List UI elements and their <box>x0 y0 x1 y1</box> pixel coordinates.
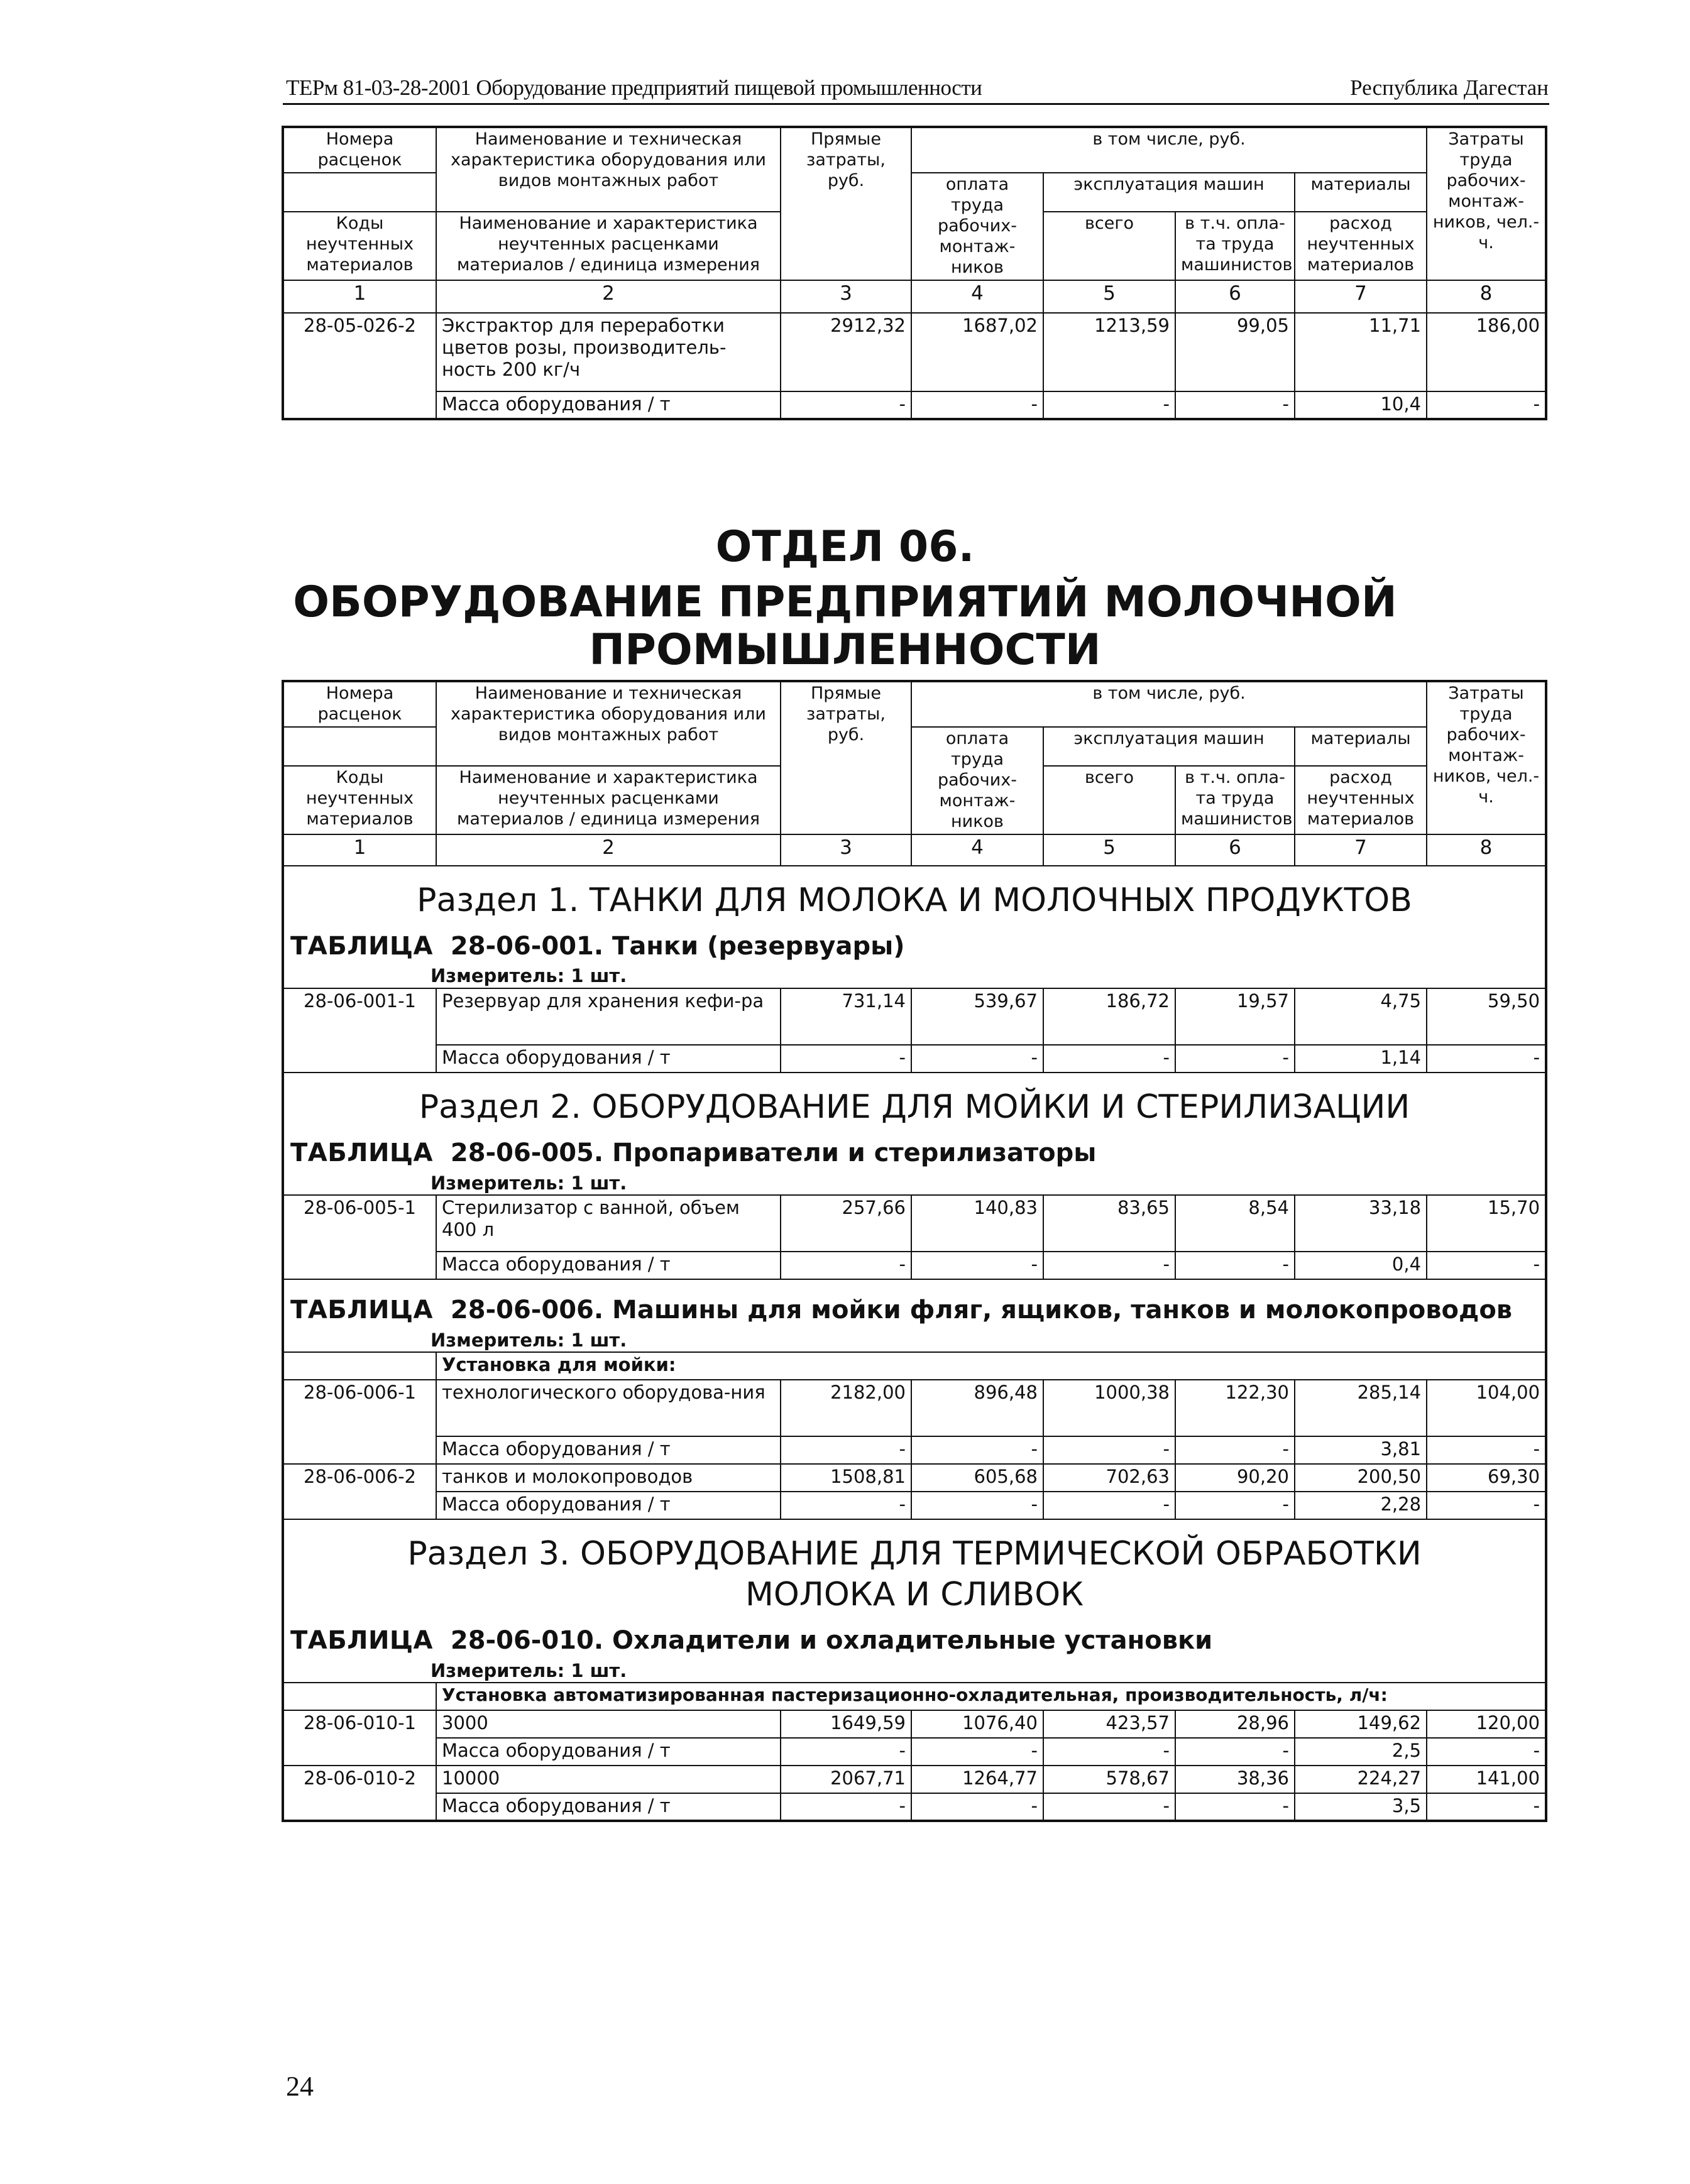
rate-name: Стерилизатор с ванной, объем 400 л <box>436 1195 781 1252</box>
hdr-col1-top-cont <box>283 173 436 212</box>
mass-row <box>283 1252 1546 1279</box>
section-1-block <box>283 866 1546 988</box>
main-rates-table <box>282 680 1547 1822</box>
section-3-title-line1: Раздел 3. ОБОРУДОВАНИЕ ДЛЯ ТЕРМИЧЕСКОЙ ОБРАБОТКИ <box>407 1535 1422 1573</box>
col-num-2: 2 <box>436 280 781 313</box>
mass-value: - <box>781 1252 911 1279</box>
mass-value: - <box>1043 1793 1175 1821</box>
mass-value: - <box>1175 1436 1295 1464</box>
value-labor: 896,48 <box>911 1380 1043 1436</box>
mass-value: - <box>911 1492 1043 1519</box>
mass-value: - <box>781 1492 911 1519</box>
mass-value: - <box>781 1738 911 1766</box>
hdr-col2-bottom: Наименование и характеристика неучтенных расценками материалов / единица измерения <box>436 212 781 280</box>
col-num-3: 3 <box>781 834 911 866</box>
value-direct: 2182,00 <box>781 1380 911 1436</box>
value-hours: 69,30 <box>1427 1464 1546 1492</box>
mass-value: - <box>911 1436 1043 1464</box>
hdr-col3: Прямые затраты, руб. <box>781 681 911 834</box>
value-direct: 1649,59 <box>781 1710 911 1738</box>
mass-value: 10,4 <box>1295 391 1427 419</box>
table-001-title: ТАБЛИЦА 28-06-001. Танки (резервуары) <box>290 931 905 961</box>
rate-name: Резервуар для хранения кефи-ра <box>436 988 781 1045</box>
table-006-meter: Измеритель: 1 шт. <box>431 1329 627 1351</box>
mass-value: - <box>1427 1436 1546 1464</box>
mass-value: - <box>781 1436 911 1464</box>
value-machines: 578,67 <box>1043 1766 1175 1793</box>
value-labor: 140,83 <box>911 1195 1043 1252</box>
mass-value: - <box>1043 1045 1175 1073</box>
rate-name: танков и молокопроводов <box>436 1464 781 1492</box>
col-num-6: 6 <box>1175 280 1295 313</box>
group-spacer <box>283 1683 436 1710</box>
rate-name: Экстрактор для переработки цветов розы, производитель-ность 200 кг/ч <box>436 313 781 391</box>
mass-value: - <box>1175 391 1295 419</box>
mass-value: - <box>1175 1492 1295 1519</box>
rate-code: 28-06-010-2 <box>283 1766 436 1821</box>
hdr-materials: материалы <box>1295 173 1427 212</box>
mass-value: - <box>1043 1436 1175 1464</box>
mass-value: - <box>1427 1738 1546 1766</box>
mass-value: - <box>1427 1492 1546 1519</box>
value-labor: 1264,77 <box>911 1766 1043 1793</box>
rate-name: 3000 <box>436 1710 781 1738</box>
mass-value: - <box>911 1252 1043 1279</box>
hdr-machines: эксплуатация машин <box>1043 727 1295 766</box>
hdr-col5: всего <box>1043 766 1175 834</box>
value-materials: 11,71 <box>1295 313 1427 391</box>
section-1-title: Раздел 1. ТАНКИ ДЛЯ МОЛОКА И МОЛОЧНЫХ ПРОДУКТОВ <box>417 881 1412 919</box>
hdr-col6: в т.ч. опла-та труда машинистов <box>1175 766 1295 834</box>
value-operators: 122,30 <box>1175 1380 1295 1436</box>
hdr-col7: расход неучтенных материалов <box>1295 766 1427 834</box>
mass-label: Масса оборудования / т <box>436 1045 781 1073</box>
mass-value: 0,4 <box>1295 1252 1427 1279</box>
col-num-5: 5 <box>1043 280 1175 313</box>
mass-label: Масса оборудования / т <box>436 1436 781 1464</box>
hdr-col4: оплата труда рабочих-монтаж-ников <box>911 173 1043 280</box>
table-010-meter: Измеритель: 1 шт. <box>431 1659 627 1681</box>
mass-label: Масса оборудования / т <box>436 391 781 419</box>
page-number: 24 <box>286 2071 314 2102</box>
col-num-8: 8 <box>1427 834 1546 866</box>
col-num-4: 4 <box>911 280 1043 313</box>
mass-row <box>283 1738 1546 1766</box>
value-machines: 1213,59 <box>1043 313 1175 391</box>
value-labor: 1687,02 <box>911 313 1043 391</box>
value-machines: 1000,38 <box>1043 1380 1175 1436</box>
division-number: ОТДЕЛ 06. <box>715 522 975 572</box>
value-hours: 141,00 <box>1427 1766 1546 1793</box>
value-materials: 4,75 <box>1295 988 1427 1045</box>
mass-value: - <box>1175 1252 1295 1279</box>
mass-row <box>283 1492 1546 1519</box>
hdr-col4: оплата труда рабочих-монтаж-ников <box>911 727 1043 834</box>
col-num-8: 8 <box>1427 280 1546 313</box>
hdr-incl: в том числе, руб. <box>911 127 1427 173</box>
top-rates-table <box>282 126 1547 420</box>
value-operators: 19,57 <box>1175 988 1295 1045</box>
col-num-2: 2 <box>436 834 781 866</box>
rate-code: 28-06-005-1 <box>283 1195 436 1279</box>
table-010-title: ТАБЛИЦА 28-06-010. Охладители и охладительные установки <box>290 1626 1213 1656</box>
hdr-col2-bottom: Наименование и характеристика неучтенных расценками материалов / единица измерения <box>436 766 781 834</box>
value-materials: 33,18 <box>1295 1195 1427 1252</box>
value-machines: 702,63 <box>1043 1464 1175 1492</box>
mass-label: Масса оборудования / т <box>436 1492 781 1519</box>
hdr-col1-bottom: Коды неучтенных материалов <box>283 766 436 834</box>
running-header-left: ТЕРм 81-03-28-2001 Оборудование предприятий пищевой промышленности <box>286 75 982 100</box>
col-num-5: 5 <box>1043 834 1175 866</box>
value-labor: 605,68 <box>911 1464 1043 1492</box>
table-005-title: ТАБЛИЦА 28-06-005. Пропариватели и стерилизаторы <box>290 1138 1097 1167</box>
hdr-col1-top-cont <box>283 727 436 766</box>
value-hours: 104,00 <box>1427 1380 1546 1436</box>
table-row <box>283 1766 1546 1793</box>
mass-row <box>283 391 1546 419</box>
value-materials: 149,62 <box>1295 1710 1427 1738</box>
value-operators: 90,20 <box>1175 1464 1295 1492</box>
mass-label: Масса оборудования / т <box>436 1793 781 1821</box>
value-machines: 186,72 <box>1043 988 1175 1045</box>
mass-row <box>283 1793 1546 1821</box>
value-hours: 186,00 <box>1427 313 1546 391</box>
mass-value: - <box>1427 1252 1546 1279</box>
col-num-3: 3 <box>781 280 911 313</box>
value-direct: 1508,81 <box>781 1464 911 1492</box>
mass-value: - <box>1427 1045 1546 1073</box>
hdr-incl: в том числе, руб. <box>911 681 1427 727</box>
hdr-col1-top: Номера расценок <box>283 681 436 727</box>
mass-value: - <box>911 391 1043 419</box>
mass-value: 2,28 <box>1295 1492 1427 1519</box>
value-hours: 59,50 <box>1427 988 1546 1045</box>
group-label: Установка для мойки: <box>436 1352 1546 1380</box>
mass-value: - <box>781 391 911 419</box>
table-row <box>283 1380 1546 1436</box>
mass-value: 1,14 <box>1295 1045 1427 1073</box>
value-operators: 28,96 <box>1175 1710 1295 1738</box>
value-direct: 257,66 <box>781 1195 911 1252</box>
mass-value: - <box>1043 1492 1175 1519</box>
col-num-4: 4 <box>911 834 1043 866</box>
value-direct: 2912,32 <box>781 313 911 391</box>
mass-value: - <box>1043 1738 1175 1766</box>
hdr-col3: Прямые затраты, руб. <box>781 127 911 280</box>
group-label: Установка автоматизированная пастеризационно-охладительная, производительность, л/ч: <box>436 1683 1546 1710</box>
value-operators: 38,36 <box>1175 1766 1295 1793</box>
mass-value: - <box>781 1793 911 1821</box>
hdr-col2-top: Наименование и техническая характеристика оборудования или видов монтажных работ <box>436 127 781 212</box>
hdr-col1-bottom: Коды неучтенных материалов <box>283 212 436 280</box>
value-materials: 285,14 <box>1295 1380 1427 1436</box>
section-2-block <box>283 1073 1546 1195</box>
value-hours: 120,00 <box>1427 1710 1546 1738</box>
table-row <box>283 988 1546 1045</box>
mass-value: 2,5 <box>1295 1738 1427 1766</box>
mass-value: - <box>1427 1793 1546 1821</box>
col-num-7: 7 <box>1295 834 1427 866</box>
running-header-right: Республика Дагестан <box>1350 75 1549 100</box>
value-materials: 200,50 <box>1295 1464 1427 1492</box>
table-row <box>283 1710 1546 1738</box>
value-machines: 83,65 <box>1043 1195 1175 1252</box>
table-row <box>283 1195 1546 1252</box>
value-materials: 224,27 <box>1295 1766 1427 1793</box>
hdr-col1-top: Номера расценок <box>283 127 436 173</box>
col-num-1: 1 <box>283 834 436 866</box>
header-rule <box>283 103 1549 105</box>
hdr-col2-top: Наименование и техническая характеристика оборудования или видов монтажных работ <box>436 681 781 766</box>
rate-code: 28-06-010-1 <box>283 1710 436 1766</box>
hdr-machines: эксплуатация машин <box>1043 173 1295 212</box>
value-direct: 731,14 <box>781 988 911 1045</box>
section-3-title-line2: МОЛОКА И СЛИВОК <box>745 1576 1084 1614</box>
mass-value: - <box>911 1045 1043 1073</box>
hdr-materials: материалы <box>1295 727 1427 766</box>
mass-value: - <box>1175 1045 1295 1073</box>
mass-value: - <box>781 1045 911 1073</box>
rate-name: 10000 <box>436 1766 781 1793</box>
mass-value: - <box>1175 1738 1295 1766</box>
rate-code: 28-06-001-1 <box>283 988 436 1073</box>
value-operators: 8,54 <box>1175 1195 1295 1252</box>
table-006-title: ТАБЛИЦА 28-06-006. Машины для мойки фляг, ящиков, танков и молокопроводов <box>290 1295 1513 1324</box>
value-operators: 99,05 <box>1175 313 1295 391</box>
mass-value: - <box>911 1738 1043 1766</box>
group-spacer <box>283 1352 436 1380</box>
table-row <box>283 1464 1546 1492</box>
hdr-col7: расход неучтенных материалов <box>1295 212 1427 280</box>
col-num-6: 6 <box>1175 834 1295 866</box>
value-machines: 423,57 <box>1043 1710 1175 1738</box>
division-title-line2: ПРОМЫШЛЕННОСТИ <box>589 625 1101 675</box>
rate-code: 28-06-006-2 <box>283 1464 436 1519</box>
value-labor: 539,67 <box>911 988 1043 1045</box>
value-direct: 2067,71 <box>781 1766 911 1793</box>
table-005-meter: Измеритель: 1 шт. <box>431 1172 627 1194</box>
hdr-col8: Затраты труда рабочих-монтаж-ников, чел.-ч. <box>1427 127 1546 280</box>
rate-code: 28-05-026-2 <box>283 313 436 419</box>
table-001-meter: Измеритель: 1 шт. <box>431 965 627 987</box>
rate-code: 28-06-006-1 <box>283 1380 436 1464</box>
hdr-col5: всего <box>1043 212 1175 280</box>
mass-value: 3,5 <box>1295 1793 1427 1821</box>
hdr-col8: Затраты труда рабочих-монтаж-ников, чел.-ч. <box>1427 681 1546 834</box>
mass-value: - <box>1427 391 1546 419</box>
rate-name: технологического оборудова-ния <box>436 1380 781 1436</box>
section-2-title: Раздел 2. ОБОРУДОВАНИЕ ДЛЯ МОЙКИ И СТЕРИЛИЗАЦИИ <box>419 1088 1410 1126</box>
mass-row <box>283 1045 1546 1073</box>
mass-row <box>283 1436 1546 1464</box>
mass-label: Масса оборудования / т <box>436 1252 781 1279</box>
section-3-block <box>283 1519 1546 1683</box>
table-row <box>283 313 1546 391</box>
col-num-1: 1 <box>283 280 436 313</box>
mass-value: - <box>1043 1252 1175 1279</box>
mass-value: - <box>911 1793 1043 1821</box>
hdr-col6: в т.ч. опла-та труда машинистов <box>1175 212 1295 280</box>
division-title-line1: ОБОРУДОВАНИЕ ПРЕДПРИЯТИЙ МОЛОЧНОЙ <box>293 577 1397 627</box>
col-num-7: 7 <box>1295 280 1427 313</box>
mass-value: 3,81 <box>1295 1436 1427 1464</box>
mass-value: - <box>1175 1793 1295 1821</box>
mass-value: - <box>1043 391 1175 419</box>
mass-label: Масса оборудования / т <box>436 1738 781 1766</box>
value-hours: 15,70 <box>1427 1195 1546 1252</box>
value-labor: 1076,40 <box>911 1710 1043 1738</box>
table-006-block <box>283 1279 1546 1352</box>
